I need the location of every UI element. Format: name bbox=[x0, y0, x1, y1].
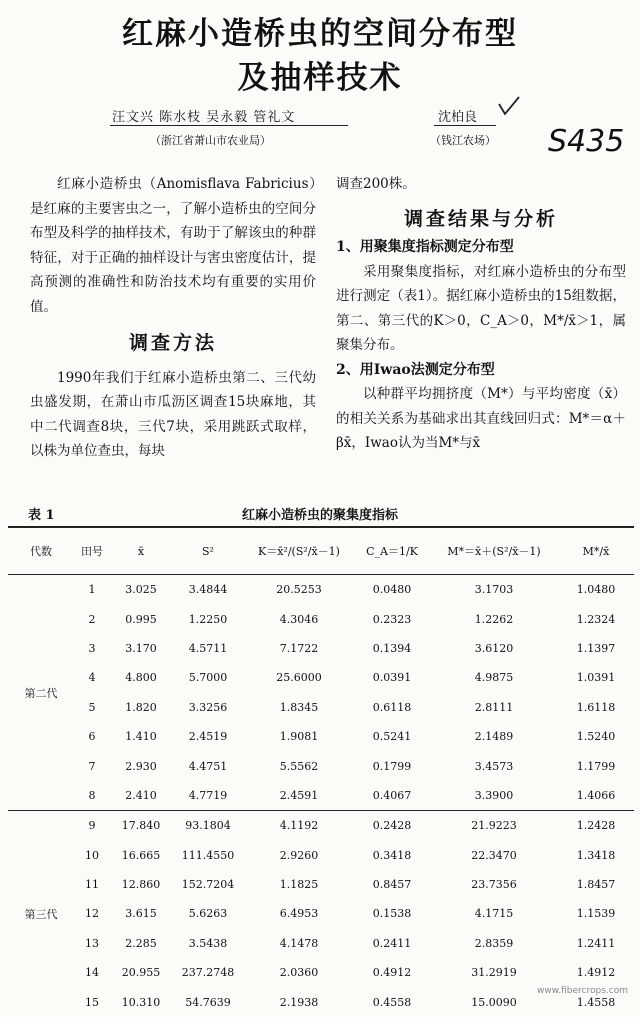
table-cell: 1.2262 bbox=[474, 612, 514, 626]
table-cell: 0.2411 bbox=[372, 936, 412, 950]
table-cell: 4.800 bbox=[125, 671, 157, 685]
col-header-k: K＝x̄²/(S²/x̄－1) bbox=[244, 527, 354, 575]
table-cell: 0.0391 bbox=[372, 671, 412, 685]
table-cell: 9 bbox=[74, 811, 110, 841]
table-cell: 1.1539 bbox=[576, 907, 616, 921]
generation-cell: 第三代 bbox=[8, 811, 74, 1017]
table-cell: 0.8457 bbox=[372, 878, 412, 892]
table-cell: 1.410 bbox=[125, 730, 157, 744]
table-cell: 0.1394 bbox=[372, 641, 412, 655]
check-mark-icon bbox=[496, 94, 522, 120]
table-cell: 0.4067 bbox=[372, 788, 412, 802]
col-header-mean: x̄ bbox=[110, 527, 172, 575]
continued-text: 调查200株。 bbox=[336, 176, 416, 192]
table-cell: 4 bbox=[88, 671, 96, 685]
methods-heading: 调查方法 bbox=[128, 332, 217, 354]
table-cell: 4.4751 bbox=[188, 759, 228, 773]
table-cell: 152.7204 bbox=[181, 878, 235, 892]
table-cell: 1.4912 bbox=[576, 966, 616, 980]
table-cell: 25.6000 bbox=[276, 671, 322, 685]
table-cell: 0.3418 bbox=[372, 848, 412, 862]
generation-cell: 第二代 bbox=[24, 686, 58, 700]
table-row bbox=[8, 575, 634, 605]
table-cell: 0.0480 bbox=[372, 583, 412, 597]
table-row bbox=[8, 663, 634, 692]
subsection-1-heading: 1、用聚集度指标测定分布型 bbox=[336, 239, 514, 255]
author-affiliation: （浙江省萧山市农业局） bbox=[150, 134, 271, 147]
author-underline bbox=[110, 125, 348, 126]
table-cell: 7 bbox=[88, 759, 96, 773]
table-cell: 1.2250 bbox=[188, 612, 228, 626]
table-cell: 15 bbox=[85, 995, 99, 1009]
table-cell: 2.9260 bbox=[279, 848, 319, 862]
table-cell: 3.170 bbox=[125, 641, 157, 655]
subsection-1-paragraph: 采用聚集度指标，对红麻小造桥虫的分布型进行测定（表1）。据红麻小造桥虫的15组数据，第二、第三代的K＞0，C_A＞0，M*/x̄＞1，属聚集分布。 bbox=[336, 263, 626, 353]
table-cell: 2.8359 bbox=[474, 936, 514, 950]
table-cell: 1.820 bbox=[125, 700, 157, 714]
subsection-2-paragraph: 以种群平均拥挤度（M*）与平均密度（x̄）的相关关系为基础求出其直线回归式：M*＝α＋βx̄，Iwao认为当M*与x̄ bbox=[336, 386, 626, 451]
table-cell: 4.7719 bbox=[188, 788, 228, 802]
table-row bbox=[8, 781, 634, 811]
table-row bbox=[8, 929, 634, 958]
table-body bbox=[8, 575, 634, 1017]
table-cell: 2 bbox=[88, 612, 96, 626]
table-cell: 0.2323 bbox=[372, 612, 412, 626]
table-row bbox=[8, 751, 634, 780]
table-cell: 0.4912 bbox=[372, 966, 412, 980]
table-cell: 1.1397 bbox=[576, 641, 616, 655]
table-cell: 2.4591 bbox=[279, 788, 319, 802]
table-cell: 1.3418 bbox=[576, 848, 616, 862]
table-cell: 16.665 bbox=[121, 848, 161, 862]
aggregation-index-table bbox=[8, 526, 634, 1017]
table-cell: 2.1489 bbox=[474, 730, 514, 744]
table-row bbox=[8, 722, 634, 751]
table-cell: 3.4844 bbox=[188, 583, 228, 597]
table-cell: 14 bbox=[85, 966, 99, 980]
table-cell: 2.4519 bbox=[188, 730, 228, 744]
handwritten-code: S435 bbox=[548, 124, 625, 159]
table-row bbox=[8, 899, 634, 928]
table-cell: 1.1825 bbox=[279, 878, 319, 892]
table-cell: 4.9875 bbox=[474, 671, 514, 685]
table-cell: 10 bbox=[85, 848, 99, 862]
table-cell: 1.4066 bbox=[576, 788, 616, 802]
table-cell: 0.1538 bbox=[372, 907, 412, 921]
table-cell: 11 bbox=[85, 878, 99, 892]
methods-paragraph: 1990年我们于红麻小造桥虫第二、三代幼虫盛发期，在萧山市瓜沥区调查15块麻地，其中二代调查8块，三代7块，采用跳跃式取样，以株为单位查虫，每块 bbox=[30, 369, 316, 459]
table-cell: 2.285 bbox=[125, 936, 157, 950]
table-cell: 3.4573 bbox=[474, 759, 514, 773]
table-cell: 3.3256 bbox=[188, 700, 228, 714]
table-cell: 4.1478 bbox=[279, 936, 319, 950]
table-cell: 0.4558 bbox=[372, 995, 412, 1009]
table-cell: 1.2428 bbox=[558, 811, 634, 841]
table-cell: 5.6263 bbox=[188, 907, 228, 921]
table-cell: 6 bbox=[88, 730, 96, 744]
intro-paragraph: 红麻小造桥虫（Anomisflava Fabricius）是红麻的主要害虫之一，了解小造桥虫的空间分布型及科学的抽样技术，有助于了解该虫的种群特征，对于正确的抽样设计与害虫密度估计，提高预测的准确性和防治技术均有重要的实用价值。 bbox=[30, 176, 316, 315]
table-cell: 3.3900 bbox=[474, 788, 514, 802]
table-cell: 2.930 bbox=[125, 759, 157, 773]
table-cell: 1.9081 bbox=[279, 730, 319, 744]
table-cell: 0.2428 bbox=[354, 811, 430, 841]
table-row bbox=[8, 634, 634, 663]
table-cell: 4.1192 bbox=[244, 811, 354, 841]
table-cell: 10.310 bbox=[121, 995, 161, 1009]
col-header-variance: S² bbox=[172, 527, 244, 575]
table-cell: 23.7356 bbox=[471, 878, 517, 892]
table-cell: 1.5240 bbox=[576, 730, 616, 744]
table-cell: 8 bbox=[88, 788, 96, 802]
col-header-generation: 代数 bbox=[8, 527, 74, 575]
author2-underline bbox=[434, 125, 496, 126]
subsection-2-heading: 2、用Iwao法测定分布型 bbox=[336, 361, 495, 378]
table-cell: 1.6118 bbox=[576, 700, 616, 714]
table-cell: 5.7000 bbox=[188, 671, 228, 685]
table-cell: 2.1938 bbox=[279, 995, 319, 1009]
table-cell: 17.840 bbox=[110, 811, 172, 841]
author-affiliation-2: （钱江农场） bbox=[430, 134, 496, 147]
table-cell: 3.025 bbox=[125, 583, 157, 597]
table-cell: 237.2748 bbox=[181, 966, 235, 980]
table-cell: 3 bbox=[88, 641, 96, 655]
paper-title-line2: 及抽样技术 bbox=[237, 60, 403, 96]
table-row bbox=[8, 693, 634, 722]
table-cell: 5 bbox=[88, 700, 96, 714]
table-cell: 1.0391 bbox=[576, 671, 616, 685]
table-cell: 4.1715 bbox=[474, 907, 514, 921]
right-column bbox=[336, 172, 626, 456]
table-cell: 93.1804 bbox=[172, 811, 244, 841]
paper-title-line1: 红麻小造桥虫的空间分布型 bbox=[122, 16, 518, 52]
table-cell: 3.615 bbox=[125, 907, 157, 921]
table-caption: 红麻小造桥虫的聚集度指标 bbox=[241, 508, 398, 523]
table-cell: 2.0360 bbox=[279, 966, 319, 980]
watermark: www.fibercrops.com bbox=[537, 986, 628, 996]
col-header-mean-crowding: M*＝x̄＋(S²/x̄－1) bbox=[430, 527, 558, 575]
table-cell: 54.7639 bbox=[185, 995, 231, 1009]
col-header-ca: C_A＝1/K bbox=[354, 527, 430, 575]
table-row bbox=[8, 958, 634, 987]
author-name-2: 沈柏良 bbox=[438, 110, 478, 125]
table-cell: 3.5438 bbox=[188, 936, 228, 950]
table-row bbox=[8, 604, 634, 633]
table-cell: 4.3046 bbox=[279, 612, 319, 626]
table-cell: 1.8457 bbox=[576, 878, 616, 892]
table-cell: 1.2411 bbox=[576, 936, 616, 950]
table-cell: 22.3470 bbox=[471, 848, 517, 862]
table-cell: 12.860 bbox=[121, 878, 161, 892]
table-cell: 1.1799 bbox=[576, 759, 616, 773]
table-cell: 1.2324 bbox=[576, 612, 616, 626]
table-row bbox=[8, 841, 634, 870]
col-header-field: 田号 bbox=[74, 527, 110, 575]
table-cell: 1.0480 bbox=[576, 583, 616, 597]
table-cell: 4.5711 bbox=[188, 641, 228, 655]
col-header-ratio: M*/x̄ bbox=[558, 527, 634, 575]
table-cell: 15.0090 bbox=[471, 995, 517, 1009]
table-cell: 0.1799 bbox=[372, 759, 412, 773]
table-cell: 12 bbox=[85, 907, 99, 921]
table-row bbox=[8, 811, 634, 841]
table-row bbox=[8, 870, 634, 899]
table-cell: 1.4558 bbox=[576, 995, 616, 1009]
table-cell: 0.995 bbox=[125, 612, 157, 626]
table-label: 表 1 bbox=[28, 508, 55, 523]
left-column bbox=[30, 172, 316, 464]
table-cell: 20.5253 bbox=[276, 583, 322, 597]
table-cell: 3.1703 bbox=[474, 583, 514, 597]
table-cell: 6.4953 bbox=[279, 907, 319, 921]
table-cell: 5.5562 bbox=[279, 759, 319, 773]
table-cell: 0.6118 bbox=[372, 700, 412, 714]
table-cell: 0.5241 bbox=[372, 730, 412, 744]
table-cell: 7.1722 bbox=[279, 641, 319, 655]
table-cell: 111.4550 bbox=[181, 848, 235, 862]
table-cell: 20.955 bbox=[121, 966, 161, 980]
table-cell: 1.8345 bbox=[279, 700, 319, 714]
table-cell: 2.410 bbox=[125, 788, 157, 802]
table-cell: 2.8111 bbox=[474, 700, 514, 714]
table-cell: 21.9223 bbox=[430, 811, 558, 841]
table-cell: 3.6120 bbox=[474, 641, 514, 655]
table-cell: 1 bbox=[88, 583, 96, 597]
table-header-row bbox=[8, 527, 634, 575]
author-names: 汪文兴 陈水枝 吴永毅 管礼文 bbox=[112, 110, 296, 125]
table-cell: 13 bbox=[85, 936, 99, 950]
table-cell: 31.2919 bbox=[471, 966, 517, 980]
results-heading: 调查结果与分析 bbox=[403, 207, 558, 230]
